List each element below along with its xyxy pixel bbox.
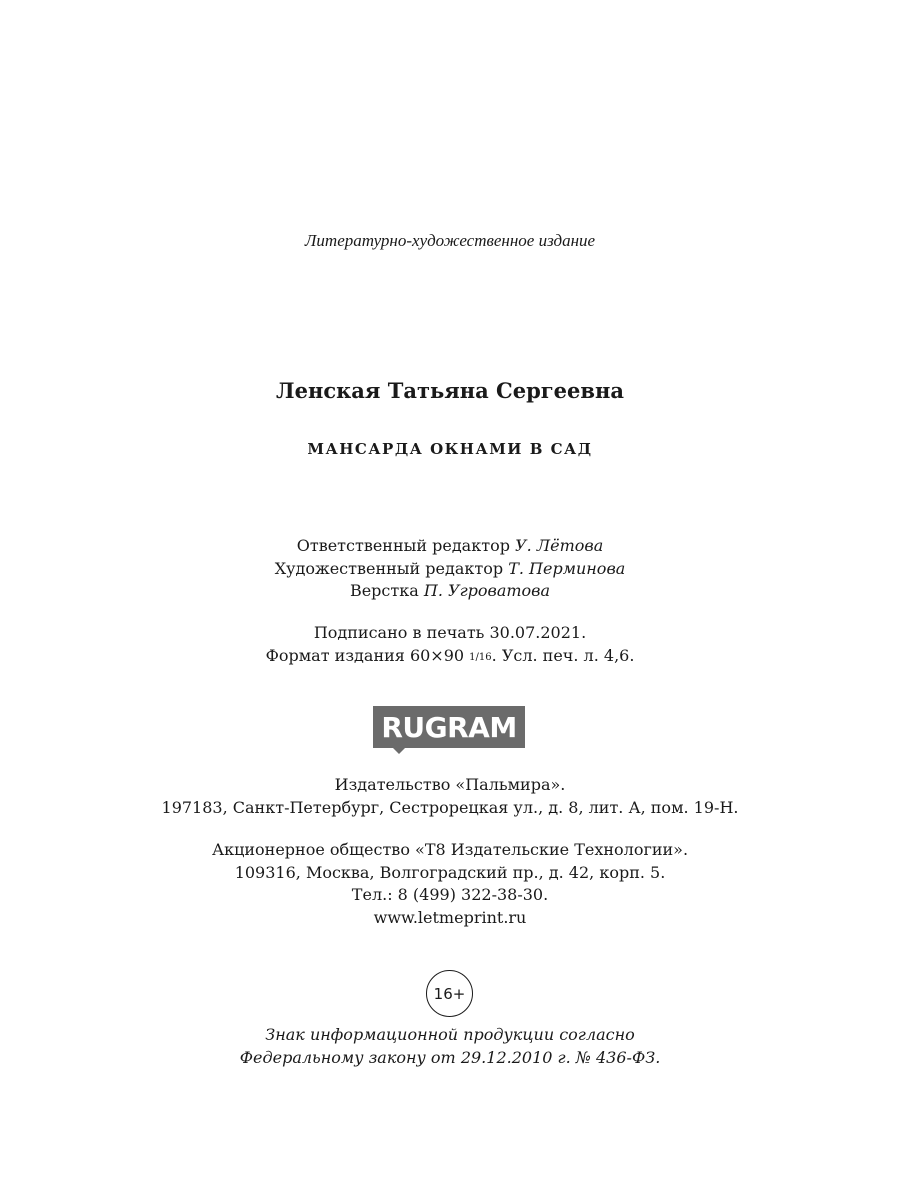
format-suffix: . Усл. печ. л. 4,6.	[491, 645, 635, 665]
publisher-name: Издательство «Пальмира».	[334, 775, 566, 794]
credit-name: Т. Перминова	[508, 558, 626, 578]
printer-website: www.letmeprint.ru	[373, 907, 527, 927]
logo-text: RUGRAM	[381, 710, 517, 744]
edition-format	[0, 645, 900, 670]
credit-name: У. Лётова	[515, 536, 604, 555]
law-note-line: Федеральному закону от 29.12.2010 г. № 436-ФЗ.	[239, 1047, 661, 1067]
printer-name: Акционерное общество «Т8 Издательские Технологии».	[211, 840, 689, 859]
book-title: МАНСАРДА ОКНАМИ В САД	[307, 440, 593, 458]
credit-role: Верстка	[349, 581, 419, 600]
print-info-block	[0, 622, 900, 669]
age-rating-text: 16+	[433, 984, 466, 1003]
law-note-block	[0, 1024, 900, 1069]
credit-role: Художественный редактор	[274, 558, 504, 578]
credit-line	[0, 535, 900, 558]
format-fraction: 1/16	[469, 651, 492, 663]
printer-block	[0, 839, 900, 929]
age-rating-badge	[426, 970, 473, 1017]
edition-type: Литературно-художественное издание	[304, 231, 596, 250]
credit-name: П. Угроватова	[423, 581, 551, 600]
law-note-line: Знак информационной продукции согласно	[265, 1025, 635, 1044]
publisher-block	[0, 774, 900, 819]
printer-phone: Тел.: 8 (499) 322-38-30.	[351, 885, 549, 904]
signed-to-print: Подписано в печать 30.07.2021.	[313, 623, 587, 642]
rugram-logo	[373, 706, 525, 748]
logo-notch-shape	[392, 747, 406, 754]
credit-line	[0, 558, 900, 581]
publisher-address: 197183, Санкт-Петербург, Сестрорецкая ул., д. 8, лит. А, пом. 19-Н.	[161, 797, 739, 817]
credits-block	[0, 535, 900, 603]
credit-line	[0, 580, 900, 603]
author-name: Ленская Татьяна Сергеевна	[276, 378, 624, 403]
credit-role: Ответственный редактор	[296, 536, 510, 555]
printer-address: 109316, Москва, Волгоградский пр., д. 42, корп. 5.	[234, 862, 666, 882]
format-prefix: Формат издания 60×90	[265, 645, 465, 665]
